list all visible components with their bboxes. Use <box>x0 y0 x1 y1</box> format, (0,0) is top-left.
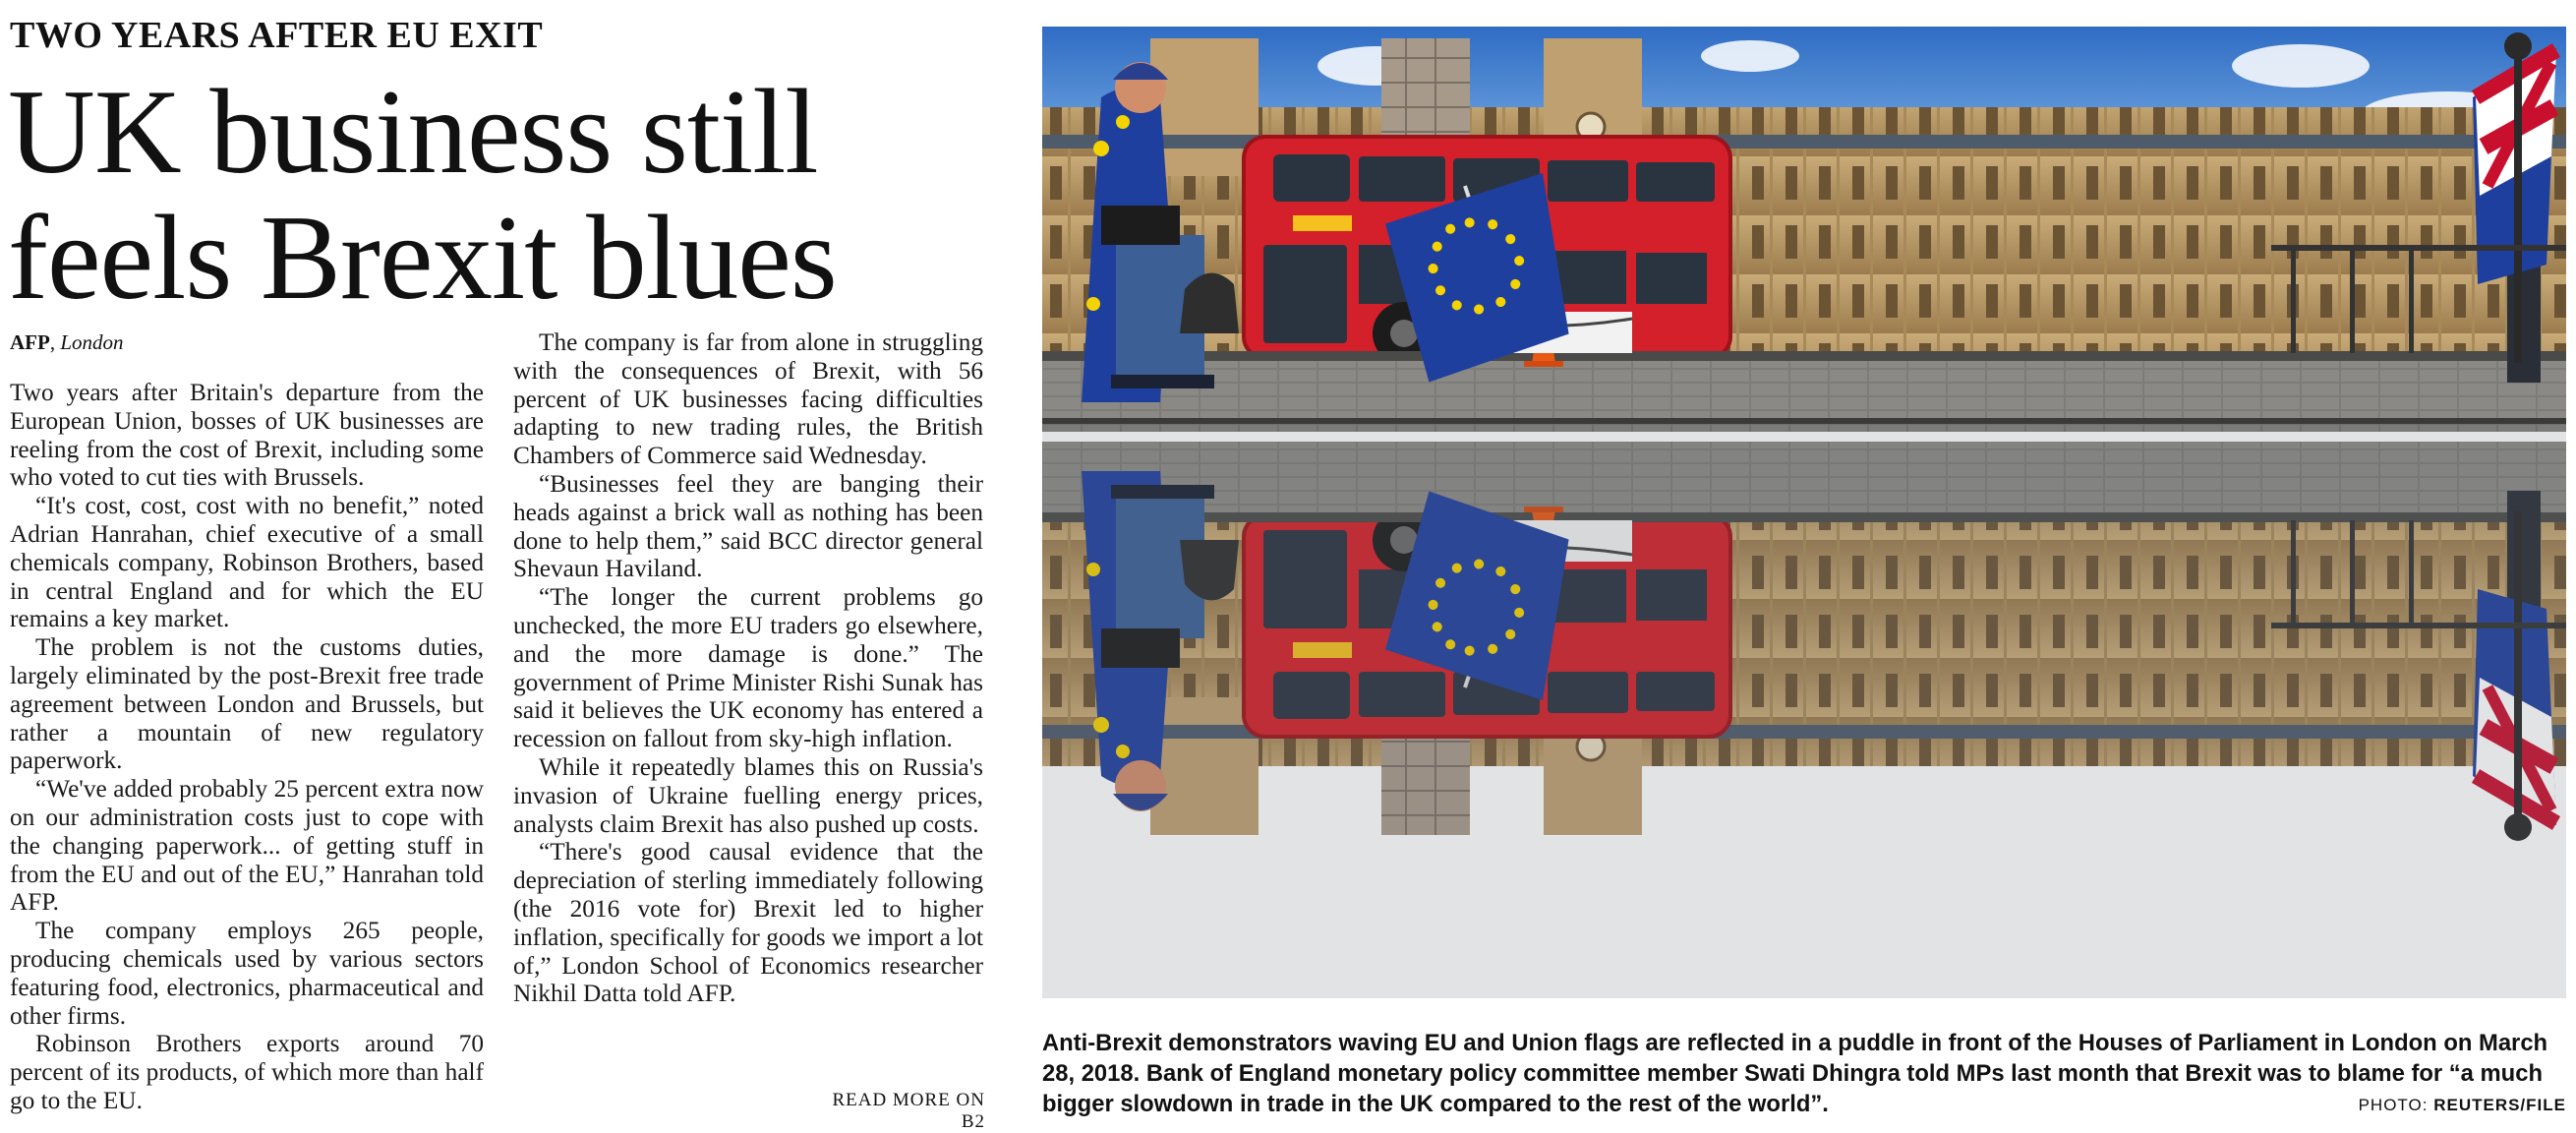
paragraph: The company is far from alone in struggling with the consequences of Brexit, with 56 percent of UK businesses facing difficulties adapting to new trading rules, the British Chambers of Commerce said Wednesday. <box>513 328 983 470</box>
paragraph: “Businesses feel they are banging their heads against a brick wall as nothing has been done to help them,” said BCC director general Shevaun Haviland. <box>513 469 983 583</box>
paragraph: “The longer the current problems go unchecked, the more EU traders go elsewhere, and the more damage is done.” The government of Prime Minister Rishi Sunak has said it believes the UK economy has entered a recession on fallout from sky-high inflation. <box>513 583 983 753</box>
byline: AFP, London <box>10 330 124 354</box>
article-column-1 <box>10 379 484 1115</box>
paragraph: Robinson Brothers exports around 70 percent of its products, of which more than half go to the EU. <box>10 1030 484 1114</box>
news-photo <box>1042 27 2566 998</box>
paragraph: “It's cost, cost, cost with no benefit,” noted Adrian Hanrahan, chief executive of a small chemicals company, Robinson Brothers, based in central England and for which the EU remains a key market. <box>10 492 484 633</box>
paragraph: “There's good causal evidence that the depreciation of sterling immediately following (the 2016 vote for) Brexit led to higher inflation, specifically for goods we import a lot of,” London School of Economics researcher Nikhil Datta told AFP. <box>513 838 983 1008</box>
photo-credit <box>2350 1096 2566 1115</box>
paragraph: The problem is not the customs duties, largely eliminated by the post-Brexit free trade agreement between London and Brussels, but rather a mountain of new regulatory paperwork. <box>10 633 484 775</box>
read-more-link[interactable]: READ MORE ON B2 <box>832 1090 985 1132</box>
paragraph: While it repeatedly blames this on Russia's invasion of Ukraine fuelling energy prices, analysts claim Brexit has also pushed up costs. <box>513 752 983 838</box>
credit-label: PHOTO: <box>2358 1096 2429 1114</box>
paragraph: “We've added probably 25 percent extra now on our administration costs just to cope with the changing paperwork... of getting stuff in from the EU and out of the EU,” Hanrahan told AFP. <box>10 775 484 917</box>
article-column-2 <box>513 328 983 1008</box>
byline-location: London <box>60 330 124 354</box>
byline-source: AFP <box>10 330 50 354</box>
photo-caption: Anti-Brexit demonstrators waving EU and Union flags are reflected in a puddle in front of the Houses of Parliament in London on March 28, 2018. Bank of England monetary policy committee member Swati Dhingra told MPs last month that Brexit was to blame for “a much bigger slowdown in trade in the UK compared to the rest of the world”. <box>1042 1030 2548 1117</box>
paragraph: The company employs 265 people, producing chemicals used by various sectors featuring food, electronics, pharmaceutical and other firms. <box>10 917 484 1030</box>
kicker: TWO YEARS AFTER EU EXIT <box>10 15 544 56</box>
headline: UK business still feels Brexit blues <box>8 64 837 325</box>
paragraph: Two years after Britain's departure from the European Union, bosses of UK businesses are reeling from the cost of Brexit, including some who voted to cut ties with Brussels. <box>10 379 484 492</box>
credit-source: REUTERS/FILE <box>2433 1096 2566 1114</box>
